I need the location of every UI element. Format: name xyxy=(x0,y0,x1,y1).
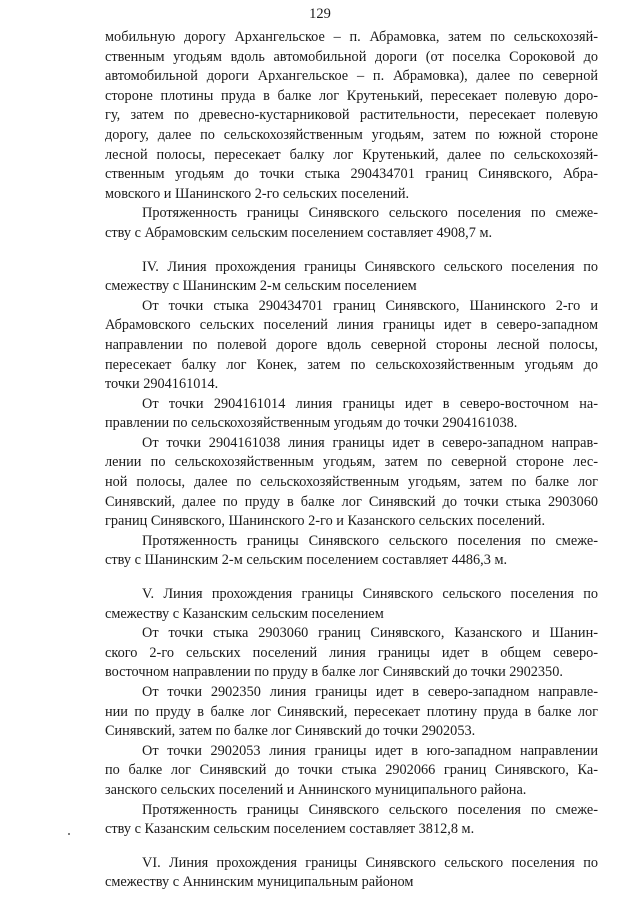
document-body xyxy=(105,28,598,893)
text-line: по балке лог Синявский до точки стыка 2902066 границ Синявского, Ка- xyxy=(105,762,598,779)
text-line: Синявский, далее по пруду в балке лог Синявский до точки стыка 2903060 xyxy=(105,493,598,510)
paragraph xyxy=(105,532,598,571)
section-heading xyxy=(105,258,598,297)
text-line: ству с Абрамовским сельским поселением составляет 4908,7 м. xyxy=(105,224,493,241)
paragraph xyxy=(105,204,598,243)
text-line: ству с Казанским сельским поселением составляет 3812,8 м. xyxy=(105,821,475,838)
text-line: смежеству с Казанским сельским поселением xyxy=(105,605,384,622)
text-line: нии по пруду в балке лог Синявский, пересекает плотину пруда в балке лог xyxy=(105,703,598,720)
text-line: ству с Шанинским 2-м сельским поселением составляет 4486,3 м. xyxy=(105,552,508,569)
text-line: От точки 2902350 линия границы идет в северо-западном направле- xyxy=(142,684,598,700)
text-line: точки 2904161014. xyxy=(105,376,219,393)
paragraph xyxy=(105,624,598,683)
text-line: границ Синявского, Шанинского 2-го и Казанского сельских поселений. xyxy=(105,513,546,530)
text-line: пересекает балку лог Конек, затем по сельскохозяйственным угодьям до xyxy=(105,356,598,373)
text-line: Протяженность границы Синявского сельского поселения по смеже- xyxy=(142,801,598,818)
text-line: направлении по полевой дороге вдоль северной стороны лесной полосы, xyxy=(105,336,598,353)
text-line: гу, затем по древесно-кустарниковой растительности, пересекает полевую xyxy=(105,107,598,124)
text-line: лесной полосы, пересекает балку лог Крутенький, далее по сельскохозяй- xyxy=(105,146,598,163)
section-heading xyxy=(105,854,598,893)
text-line: ной полосы, далее по сельскохозяйственным угодьям, затем по балке лог xyxy=(105,474,598,491)
text-line: восточном направлении по пруду в балке лог Синявский до точки 2902350. xyxy=(105,664,563,681)
text-line: смежеству с Шанинским 2-м сельским поселением xyxy=(105,278,417,295)
text-line: От точки 2904161038 линия границы идет в северо-западном направ- xyxy=(142,434,598,451)
text-line: ского 2-го сельских поселений линия границы идет в общем северо- xyxy=(105,644,598,661)
section-gap xyxy=(105,571,598,585)
text-line: От точки стыка 290434701 границ Синявского, Шанинского 2-го и xyxy=(142,297,598,314)
paragraph xyxy=(105,434,598,532)
text-line: ственным угодьям до точки стыка 290434701 границ Синявского, Абра- xyxy=(105,166,598,183)
text-line: Синявский, затем по балке лог Синявский до точки 2902053. xyxy=(105,723,476,740)
page-number: 129 xyxy=(309,6,331,22)
text-line: Протяженность границы Синявского сельского поселения по смеже- xyxy=(142,532,598,549)
text-line: автомобильной дороги Архангельское – п. Абрамовка), далее по северной xyxy=(105,68,598,85)
section-gap xyxy=(105,840,598,854)
text-line: лении по сельскохозяйственным угодьям, затем по северной стороне лес- xyxy=(105,454,598,471)
text-line: правлении по сельскохозяйственным угодьям до точки 2904161038. xyxy=(105,415,518,432)
text-line: смежеству с Аннинским муниципальным районом xyxy=(105,874,414,891)
paragraph xyxy=(105,683,598,742)
paragraph xyxy=(105,28,598,204)
text-line: От точки 2902053 линия границы идет в юго-западном направлении xyxy=(142,742,598,759)
text-line: Абрамовского сельских поселений линия границы идет в северо-западном xyxy=(105,317,598,334)
text-line: От точки 2904161014 линия границы идет в северо-восточном на- xyxy=(142,395,598,412)
text-line: IV. Линия прохождения границы Синявского сельского поселения по xyxy=(142,258,598,275)
text-line: занского сельских поселений и Аннинского муниципального района. xyxy=(105,781,527,798)
section-gap xyxy=(105,244,598,258)
paragraph xyxy=(105,297,598,395)
paragraph xyxy=(105,801,598,840)
text-line: стороне плотины пруда в балке лог Крутенький, пересекает полевую доро- xyxy=(105,87,598,104)
scan-speck xyxy=(68,833,70,835)
text-line: Протяженность границы Синявского сельского поселения по смеже- xyxy=(142,205,598,222)
text-line: VI. Линия прохождения границы Синявского сельского поселения по xyxy=(142,854,598,871)
paragraph xyxy=(105,742,598,801)
text-line: мобильную дорогу Архангельское – п. Абрамовка, затем по сельскохозяй- xyxy=(105,29,598,45)
text-line: дорогу, далее по сельскохозяйственным угодьям, затем по южной стороне xyxy=(105,126,598,143)
text-line: ственным угодьям вдоль автомобильной дороги (от поселка Сороковой до xyxy=(105,48,598,65)
text-line: V. Линия прохождения границы Синявского сельского поселения по xyxy=(142,586,598,603)
text-line: мовского и Шанинского 2-го сельских поселений. xyxy=(105,185,410,202)
section-heading xyxy=(105,585,598,624)
text-line: От точки стыка 2903060 границ Синявского, Казанского и Шанин- xyxy=(142,625,598,642)
paragraph xyxy=(105,395,598,434)
